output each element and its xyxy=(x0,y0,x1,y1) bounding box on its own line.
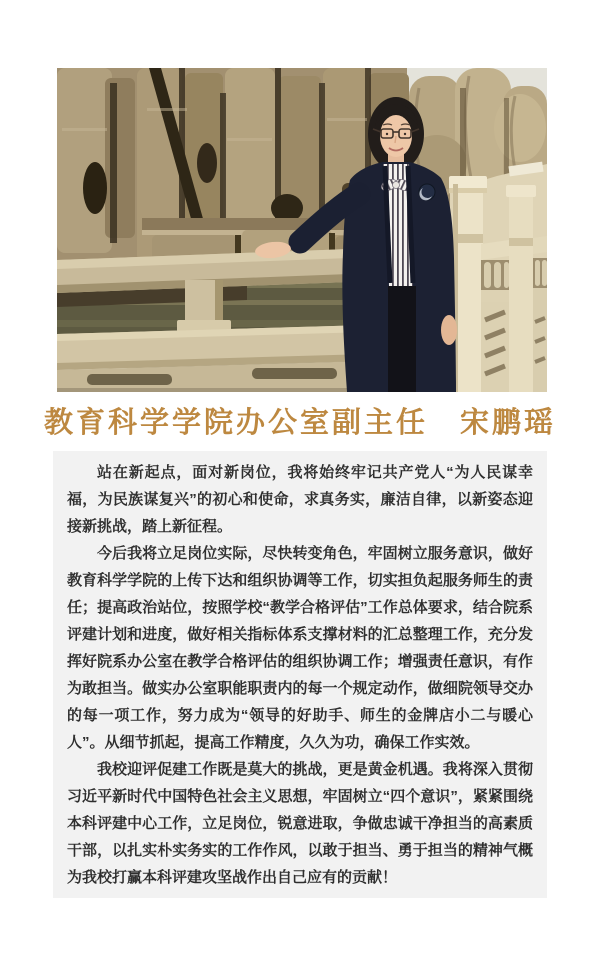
woman-pants xyxy=(388,286,416,392)
article-panel xyxy=(53,451,547,898)
article-paragraph: 今后我将立足岗位实际，尽快转变角色，牢固树立服务意识，做好教育科学学院的上传下达和组织协调等工作，切实担负起服务师生的责任；提高政治站位，按照学校“教学合格评估”工作总体要求，结合院系评建计划和进度，做好相关指标体系支撑材料的汇总整理工作，充分发挥好院系办公室在教学合格评估的组织协调工作；增强责任意识，有作为敢担当。做实办公室职能职责内的每一个规定动作，做细院领导交办的每一项工作，努力成为“领导的好助手、师生的金牌店小二与暖心人”。从细节抓起，提高工作精度，久久为功，确保工作实效。 xyxy=(67,545,533,751)
woman-badge xyxy=(419,184,435,200)
woman-left-hand xyxy=(441,315,457,345)
article-paragraph: 站在新起点，面对新岗位，我将始终牢记共产党人“为人民谋幸福，为民族谋复兴”的初心和使命，求真务实，廉洁自律，以新姿态迎接新挑战，踏上新征程。 xyxy=(67,464,533,535)
article-paragraph: 我校迎评促建工作既是莫大的挑战，更是黄金机遇。我将深入贯彻习近平新时代中国特色社会主义思想，牢固树立“四个意识”，紧紧围绕本科评建中心工作，立足岗位，锐意进取，争做忠诚干净担当的高素质干部，以扎实朴实务实的工作作风，以敢于担当、勇于担当的精神气概为我校打赢本科评建攻坚战作出自己应有的贡献！ xyxy=(67,761,533,886)
portrait-photo xyxy=(57,68,547,392)
photo-right-balustrade xyxy=(449,162,547,392)
page-title: 教育科学学院办公室副主任 宋鹏瑶 xyxy=(43,407,556,439)
